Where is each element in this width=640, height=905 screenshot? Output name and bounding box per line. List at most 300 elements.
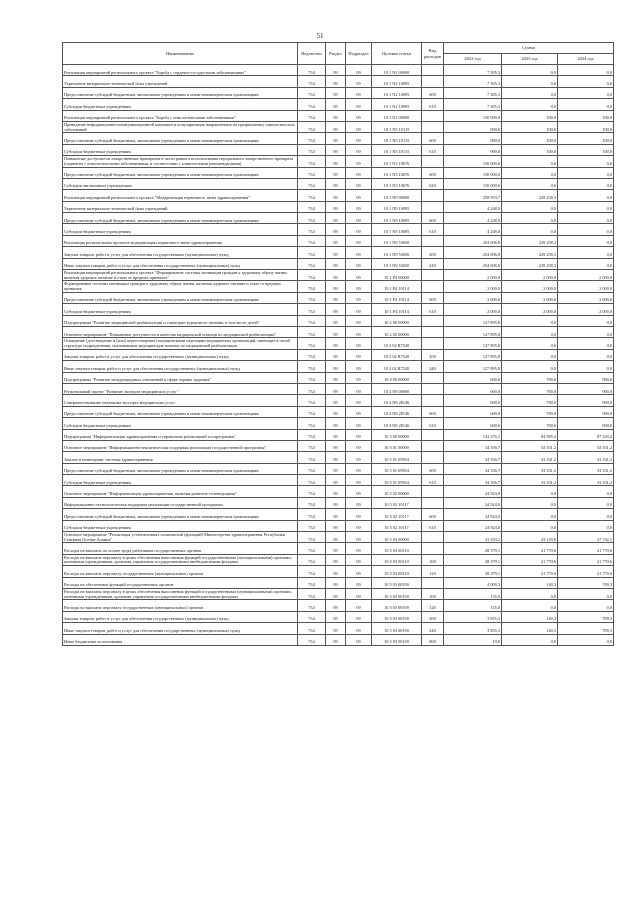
cell-podrazdel: 09 [346, 87, 372, 98]
cell-2024: 21 770,6 [558, 554, 614, 565]
cell-2022: 150 000,0 [444, 178, 502, 189]
cell-vid [422, 110, 444, 121]
cell-name: Расходы на выплаты персоналу в целях обеспечения выполнения функций государственными (муниципальными) органами, казенными учреждениями, органами управления государственными внебюджетными фондами [63, 588, 298, 599]
cell-2022: 600,0 [444, 418, 502, 429]
cell-ved: 734 [298, 418, 326, 429]
cell-2023: 0,0 [502, 497, 558, 508]
header-2023: 2023 год [502, 54, 558, 65]
table-row [63, 372, 614, 383]
header-summa: Сумма [444, 43, 614, 54]
cell-2024: 100,0 [558, 110, 614, 121]
cell-2022: 150 000,0 [444, 156, 502, 167]
cell-podrazdel: 09 [346, 235, 372, 246]
cell-name: Основное мероприятие "Информатизация здравоохранения, включая развитие телемедицины" [63, 486, 298, 497]
cell-razdel: 09 [326, 463, 346, 474]
cell-razdel: 09 [326, 395, 346, 406]
table-row [63, 418, 614, 429]
cell-name: Расходы на обеспечение функций государственных органов [63, 577, 298, 588]
cell-podrazdel: 09 [346, 201, 372, 212]
cell-vid: 120 [422, 600, 444, 611]
cell-podrazdel: 09 [346, 361, 372, 372]
cell-2024: 27 742,1 [558, 532, 614, 543]
cell-ved: 734 [298, 213, 326, 224]
cell-2022: 150 900,0 [444, 110, 502, 121]
cell-vid: 100 [422, 554, 444, 565]
cell-2022: 2 000,0 [444, 304, 502, 315]
cell-2022: 150 000,0 [444, 167, 502, 178]
cell-2023: 0,0 [502, 87, 558, 98]
cell-vid [422, 121, 444, 132]
cell-2024: 0,0 [558, 258, 614, 269]
cell-vid: 600 [422, 463, 444, 474]
cell-ved: 734 [298, 247, 326, 258]
cell-tsel: 10 5 01 05904 [372, 463, 422, 474]
cell-vid: 200 [422, 349, 444, 360]
cell-tsel: 10 2 02 00000 [372, 326, 422, 337]
cell-2022: 4 248,0 [444, 201, 502, 212]
cell-2023: 0,0 [502, 326, 558, 337]
cell-razdel: 09 [326, 65, 346, 76]
cell-2023: 229 258,3 [502, 190, 558, 201]
cell-2024: 0,0 [558, 224, 614, 235]
cell-razdel: 09 [326, 167, 346, 178]
cell-vid [422, 395, 444, 406]
table-row [63, 281, 614, 292]
cell-ved: 734 [298, 99, 326, 110]
table-row [63, 532, 614, 543]
cell-vid: 620 [422, 178, 444, 189]
cell-name: Повышение доступности лекарственных препаратов в части раннего использования перорального лекарственного препарата (пациенты с онкологическими заболеваниями, в соответствии с клиническими рекомендациями) [63, 156, 298, 167]
cell-ved: 734 [298, 87, 326, 98]
cell-name: Субсидии бюджетным учреждениям [63, 475, 298, 486]
table-row [63, 588, 614, 599]
table-row [63, 577, 614, 588]
cell-razdel: 09 [326, 588, 346, 599]
cell-2024: 900,0 [558, 383, 614, 394]
cell-name: Предоставление субсидий бюджетным, автономным учреждениям и иным некоммерческим организациям [63, 463, 298, 474]
cell-ved: 734 [298, 338, 326, 349]
cell-vid: 600 [422, 87, 444, 98]
cell-ved: 734 [298, 429, 326, 440]
cell-podrazdel: 09 [346, 406, 372, 417]
table-row [63, 383, 614, 394]
cell-razdel: 09 [326, 178, 346, 189]
cell-name: Субсидии автономным учреждениям [63, 178, 298, 189]
budget-table [62, 42, 614, 646]
cell-podrazdel: 09 [346, 258, 372, 269]
table-row [63, 156, 614, 167]
table-row [63, 87, 614, 98]
cell-name: Закупка товаров, работ и услуг для обеспечения государственных (муниципальных) нужд [63, 349, 298, 360]
cell-tsel: 10 1 N2 10095 [372, 87, 422, 98]
cell-ved: 734 [298, 475, 326, 486]
cell-name: Подпрограмма "Развитие международных отношений в сфере охраны здоровья" [63, 372, 298, 383]
cell-2024: 0,0 [558, 588, 614, 599]
cell-name: Предоставление субсидий бюджетным, автономным учреждениям и иным некоммерческим организациям [63, 406, 298, 417]
cell-2022: 24 924,0 [444, 520, 502, 531]
cell-2024: 709,3 [558, 623, 614, 634]
cell-2024: 33 331,2 [558, 452, 614, 463]
cell-2022: 127 895,8 [444, 338, 502, 349]
cell-vid: 610 [422, 144, 444, 155]
cell-2022: 24 924,0 [444, 509, 502, 520]
cell-tsel: 10 1 N9 53650 [372, 247, 422, 258]
cell-razdel: 09 [326, 258, 346, 269]
cell-2024: 0,0 [558, 201, 614, 212]
cell-2023: 0,0 [502, 156, 558, 167]
cell-vid: 600 [422, 167, 444, 178]
table-row [63, 543, 614, 554]
cell-name: Укрепление материально-технической базы учреждений [63, 201, 298, 212]
cell-2022: 600,0 [444, 383, 502, 394]
cell-razdel: 09 [326, 133, 346, 144]
cell-podrazdel: 09 [346, 497, 372, 508]
cell-name: Предоставление субсидий бюджетным, автономным учреждениям и иным некоммерческим организациям [63, 509, 298, 520]
cell-podrazdel: 09 [346, 349, 372, 360]
cell-2024: 0,0 [558, 520, 614, 531]
cell-vid [422, 270, 444, 281]
cell-name: Совершенствование механизма экспорта медицинских услуг [63, 395, 298, 406]
table-row [63, 406, 614, 417]
cell-2024: 33 331,2 [558, 475, 614, 486]
cell-razdel: 09 [326, 452, 346, 463]
cell-vid: 600 [422, 213, 444, 224]
cell-tsel: 10 5 03 00000 [372, 532, 422, 543]
cell-tsel: 10 5 02 00000 [372, 486, 422, 497]
cell-ved: 734 [298, 497, 326, 508]
header-razdel: Раздел [326, 43, 346, 65]
cell-2024: 0,0 [558, 509, 614, 520]
cell-razdel: 09 [326, 611, 346, 622]
cell-2024: 0,0 [558, 213, 614, 224]
cell-razdel: 09 [326, 361, 346, 372]
cell-razdel: 09 [326, 270, 346, 281]
cell-2024: 2 000,0 [558, 292, 614, 303]
cell-tsel: 10 4 N8 28146 [372, 395, 422, 406]
cell-2022: 28 379,1 [444, 543, 502, 554]
cell-2024: 100,0 [558, 144, 614, 155]
cell-tsel: 10 1 N2 10095 [372, 99, 422, 110]
table-row [63, 213, 614, 224]
cell-vid: 100 [422, 588, 444, 599]
table-row [63, 258, 614, 269]
cell-name: Оснащение (дооснащение и (или) переоснащение) медицинскими изделиями медицинских организаций, имеющих в своей структуре подразделения, оказывающие медицинскую помощь по медицинской реабилитации [63, 338, 298, 349]
header-tsel: Целевая статья [372, 43, 422, 65]
table-row [63, 623, 614, 634]
cell-vid [422, 383, 444, 394]
cell-razdel: 09 [326, 497, 346, 508]
cell-razdel: 09 [326, 429, 346, 440]
cell-razdel: 09 [326, 87, 346, 98]
cell-2023: 0,0 [502, 213, 558, 224]
cell-2024: 0,0 [558, 156, 614, 167]
cell-2023: 229 258,3 [502, 247, 558, 258]
cell-podrazdel: 09 [346, 543, 372, 554]
cell-ved: 734 [298, 361, 326, 372]
cell-2022: 4 009,3 [444, 577, 502, 588]
cell-razdel: 09 [326, 326, 346, 337]
cell-ved: 734 [298, 201, 326, 212]
header-ved: Ведомство [298, 43, 326, 65]
table-row [63, 76, 614, 87]
cell-razdel: 09 [326, 349, 346, 360]
cell-2022: 900,0 [444, 144, 502, 155]
cell-razdel: 09 [326, 201, 346, 212]
cell-name: Иные закупки товаров, работ и услуг для обеспечения государственных (муниципальных) нужд [63, 623, 298, 634]
cell-tsel: 10 5 03 00190 [372, 623, 422, 634]
cell-podrazdel: 09 [346, 486, 372, 497]
cell-podrazdel: 09 [346, 292, 372, 303]
cell-vid [422, 440, 444, 451]
cell-2022: 900,0 [444, 133, 502, 144]
cell-podrazdel: 09 [346, 463, 372, 474]
cell-podrazdel: 09 [346, 213, 372, 224]
cell-2022: 900,0 [444, 121, 502, 132]
cell-razdel: 09 [326, 76, 346, 87]
cell-razdel: 09 [326, 600, 346, 611]
cell-tsel: 10 5 00 00000 [372, 429, 422, 440]
cell-razdel: 09 [326, 292, 346, 303]
cell-podrazdel: 09 [346, 440, 372, 451]
cell-2022: 127 895,8 [444, 326, 502, 337]
cell-2024: 33 331,2 [558, 440, 614, 451]
cell-razdel: 09 [326, 509, 346, 520]
cell-vid: 200 [422, 247, 444, 258]
cell-vid: 120 [422, 566, 444, 577]
cell-podrazdel: 09 [346, 99, 372, 110]
table-row [63, 497, 614, 508]
cell-2022: 34 356,7 [444, 452, 502, 463]
cell-podrazdel: 09 [346, 475, 372, 486]
cell-podrazdel: 09 [346, 395, 372, 406]
cell-2024: 0,0 [558, 235, 614, 246]
cell-2024: 21 770,6 [558, 543, 614, 554]
cell-vid [422, 497, 444, 508]
cell-tsel: 10 5 03 00190 [372, 634, 422, 645]
table-row [63, 315, 614, 326]
cell-name: Реализация мероприятий регионального проекта "Формирование системы мотивации граждан к здоровому образу жизни, включая здоровое питание и отказ от вредных привычек" [63, 270, 298, 281]
cell-ved: 734 [298, 65, 326, 76]
table-row [63, 395, 614, 406]
table-body [63, 65, 614, 646]
cell-podrazdel: 09 [346, 338, 372, 349]
cell-ved: 734 [298, 611, 326, 622]
cell-razdel: 09 [326, 532, 346, 543]
cell-tsel: 10 5 01 05904 [372, 452, 422, 463]
cell-ved: 734 [298, 76, 326, 87]
cell-2023: 23 129,0 [502, 532, 558, 543]
cell-2022: 127 895,8 [444, 361, 502, 372]
cell-vid [422, 486, 444, 497]
header-2024: 2024 год [558, 54, 614, 65]
cell-vid [422, 429, 444, 440]
cell-name: Предоставление субсидий бюджетным, автономным учреждениям и иным некоммерческим организациям [63, 133, 298, 144]
table-row [63, 133, 614, 144]
cell-name: Реализация мероприятий регионального проекта "Модернизация первичного звена здравоохранения" [63, 190, 298, 201]
cell-ved: 734 [298, 167, 326, 178]
cell-tsel: 10 5 03 00190 [372, 588, 422, 599]
cell-2024: 0,0 [558, 326, 614, 337]
cell-name: Субсидии бюджетным учреждениям [63, 418, 298, 429]
table-row [63, 554, 614, 565]
cell-2023: 140,3 [502, 577, 558, 588]
cell-name: Расходы на выплаты персоналу государственных (муниципальных) органов [63, 566, 298, 577]
cell-tsel: 10 5 01 00000 [372, 440, 422, 451]
cell-name: Расходы на выплаты по оплате труда работников государственных органов [63, 543, 298, 554]
cell-ved: 734 [298, 406, 326, 417]
cell-2023: 0,0 [502, 634, 558, 645]
cell-tsel: 10 1 P4 10114 [372, 304, 422, 315]
cell-2023: 2 000,0 [502, 270, 558, 281]
cell-ved: 734 [298, 588, 326, 599]
cell-razdel: 09 [326, 247, 346, 258]
table-row [63, 247, 614, 258]
cell-2024: 709,3 [558, 577, 614, 588]
cell-2023: 140,3 [502, 623, 558, 634]
cell-name: Субсидии бюджетным учреждениям [63, 224, 298, 235]
cell-2022: 28 379,1 [444, 566, 502, 577]
cell-ved: 734 [298, 395, 326, 406]
cell-tsel: 10 4 N8 28146 [372, 406, 422, 417]
cell-2024: 100,0 [558, 121, 614, 132]
cell-name: Проведение информационно-коммуникационной кампании и популяризация направленных на профилактику онкологических заболеваний [63, 121, 298, 132]
cell-tsel: 10 1 P4 00000 [372, 270, 422, 281]
cell-tsel: 10 2 02 R7520 [372, 338, 422, 349]
cell-name: Анализ и мониторинг системы здравоохранения [63, 452, 298, 463]
cell-2022: 19,0 [444, 634, 502, 645]
cell-name: Субсидии бюджетным учреждениям [63, 520, 298, 531]
cell-tsel: 10 1 N3 10676 [372, 178, 422, 189]
header-2022: 2022 год [444, 54, 502, 65]
cell-tsel: 10 1 P4 10114 [372, 292, 422, 303]
cell-2023: 2 000,0 [502, 292, 558, 303]
cell-2024: 900,0 [558, 372, 614, 383]
cell-tsel: 10 4 00 00000 [372, 372, 422, 383]
cell-2024: 900,0 [558, 418, 614, 429]
cell-2024: 0,0 [558, 338, 614, 349]
cell-podrazdel: 09 [346, 110, 372, 121]
cell-podrazdel: 09 [346, 247, 372, 258]
cell-razdel: 09 [326, 213, 346, 224]
table-row [63, 110, 614, 121]
cell-2023: 0,0 [502, 486, 558, 497]
cell-name: Субсидии бюджетным учреждениям [63, 99, 298, 110]
cell-ved: 734 [298, 270, 326, 281]
cell-2023: 33 331,2 [502, 475, 558, 486]
cell-name: Реализация мероприятий регионального проекта "Борьба с онкологическими заболеваниями" [63, 110, 298, 121]
table-row [63, 349, 614, 360]
cell-podrazdel: 09 [346, 588, 372, 599]
cell-ved: 734 [298, 554, 326, 565]
cell-2022: 127 895,8 [444, 315, 502, 326]
cell-2023: 0,0 [502, 178, 558, 189]
cell-podrazdel: 09 [346, 167, 372, 178]
cell-2024: 0,0 [558, 99, 614, 110]
cell-vid [422, 577, 444, 588]
cell-2022: 34 356,7 [444, 440, 502, 451]
cell-ved: 734 [298, 258, 326, 269]
cell-2023: 100,0 [502, 121, 558, 132]
cell-tsel: 10 1 N3 10115 [372, 144, 422, 155]
table-row [63, 304, 614, 315]
cell-2023: 21 770,6 [502, 543, 558, 554]
cell-2023: 700,0 [502, 395, 558, 406]
cell-2023: 33 331,2 [502, 440, 558, 451]
cell-2022: 7 305,3 [444, 65, 502, 76]
cell-name: Иные закупки товаров, работ и услуг для обеспечения государственных (муниципальных) нужд [63, 258, 298, 269]
table-row [63, 167, 614, 178]
cell-podrazdel: 09 [346, 270, 372, 281]
table-row [63, 235, 614, 246]
cell-tsel: 10 4 N8 28146 [372, 418, 422, 429]
cell-ved: 734 [298, 383, 326, 394]
cell-vid [422, 372, 444, 383]
cell-ved: 734 [298, 304, 326, 315]
cell-2023: 0,0 [502, 520, 558, 531]
cell-ved: 734 [298, 634, 326, 645]
cell-vid [422, 532, 444, 543]
cell-tsel: 10 1 N2 10095 [372, 76, 422, 87]
cell-ved: 734 [298, 121, 326, 132]
cell-2024: 33 331,2 [558, 463, 614, 474]
cell-2023: 700,0 [502, 418, 558, 429]
cell-name: Предоставление субсидий бюджетным, автономным учреждениям и иным некоммерческим организациям [63, 167, 298, 178]
cell-ved: 734 [298, 509, 326, 520]
cell-razdel: 09 [326, 156, 346, 167]
cell-tsel: 10 1 N3 10676 [372, 167, 422, 178]
cell-2024: 100,0 [558, 133, 614, 144]
cell-ved: 734 [298, 349, 326, 360]
table-row [63, 65, 614, 76]
cell-2023: 700,0 [502, 372, 558, 383]
table-row [63, 520, 614, 531]
cell-2022: 135,0 [444, 600, 502, 611]
cell-podrazdel: 09 [346, 65, 372, 76]
table-row [63, 178, 614, 189]
cell-2024: 0,0 [558, 167, 614, 178]
cell-vid [422, 543, 444, 554]
cell-2022: 3 855,3 [444, 611, 502, 622]
cell-2023: 21 770,6 [502, 566, 558, 577]
table-row [63, 338, 614, 349]
cell-razdel: 09 [326, 383, 346, 394]
table-row [63, 463, 614, 474]
table-row [63, 475, 614, 486]
cell-tsel: 10 1 N2 00000 [372, 65, 422, 76]
page-number: 51 [316, 32, 324, 40]
table-row [63, 201, 614, 212]
header-row-1 [63, 43, 614, 54]
cell-podrazdel: 09 [346, 634, 372, 645]
cell-tsel: 10 5 03 00110 [372, 554, 422, 565]
cell-2023: 0,0 [502, 201, 558, 212]
cell-2024: 0,0 [558, 315, 614, 326]
cell-tsel: 10 1 N9 10095 [372, 213, 422, 224]
cell-vid: 240 [422, 623, 444, 634]
cell-ved: 734 [298, 372, 326, 383]
cell-tsel: 10 5 01 05904 [372, 475, 422, 486]
cell-razdel: 09 [326, 281, 346, 292]
cell-2023: 0,0 [502, 224, 558, 235]
cell-2024: 900,0 [558, 406, 614, 417]
cell-podrazdel: 09 [346, 600, 372, 611]
cell-2022: 254 696,8 [444, 258, 502, 269]
table-row [63, 326, 614, 337]
cell-vid: 600 [422, 509, 444, 520]
cell-2022: 33 333,2 [444, 532, 502, 543]
cell-2023: 0,0 [502, 588, 558, 599]
cell-2022: 4 248,0 [444, 213, 502, 224]
